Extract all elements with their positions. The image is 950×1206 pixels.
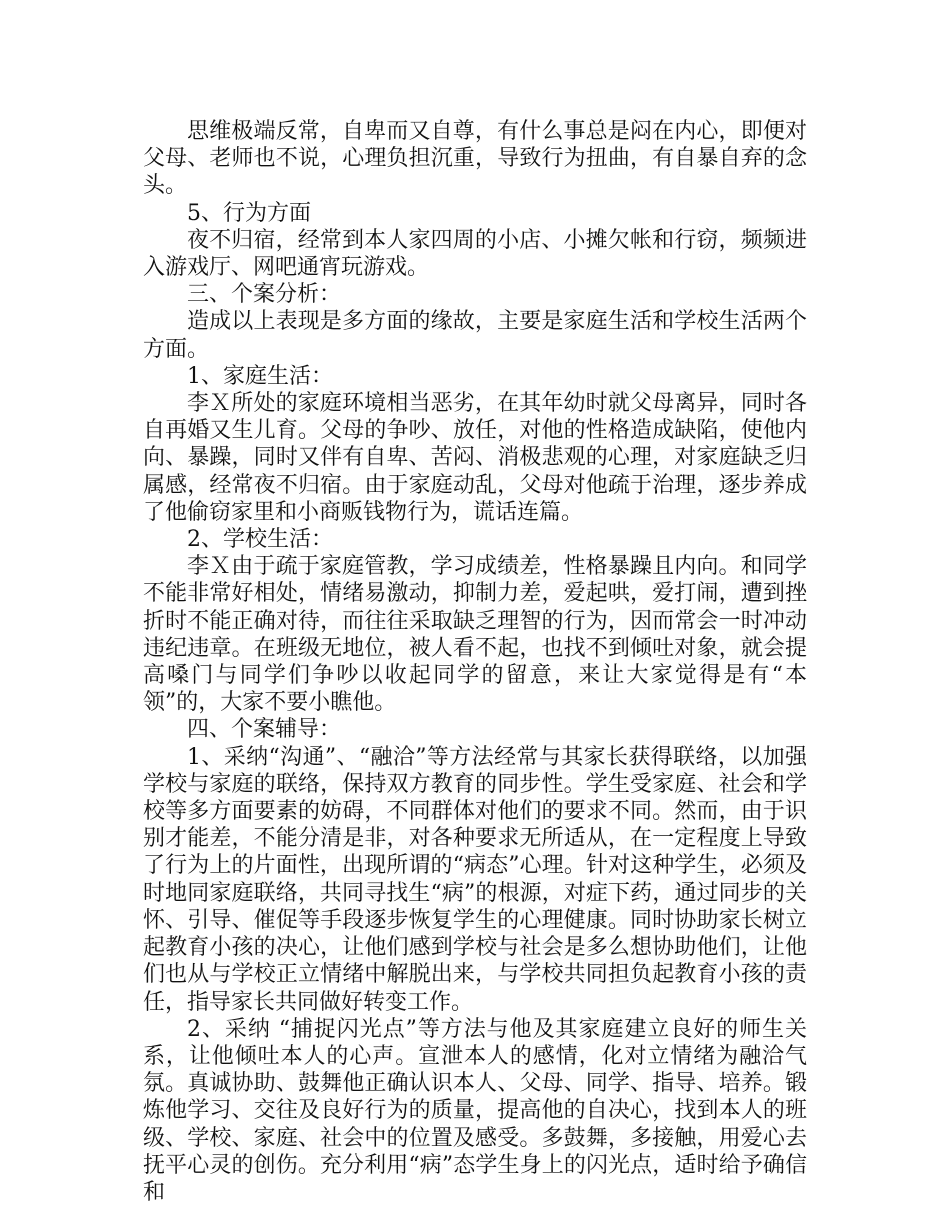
- paragraph-behavior: 夜不归宿，经常到本人家四周的小店、小摊欠帐和行窃，频频进入游戏厅、网吧通宵玩游戏。: [143, 227, 807, 281]
- heading-school-life: 2、学校生活：: [187, 527, 333, 553]
- paragraph-school-life: 李Ｘ由于疏于家庭管教，学习成绩差，性格暴躁且内向。和同学不能非常好相处，情绪易激动，抑制力差，爱起哄，爱打闹，遭到挫折时不能正确对待，而往往采取缺乏理智的行为，因而常会一时冲动违纪违章。在班级无地位，被人看不起，也找不到倾吐对象，就会提高嗓门与同学们争吵以收起同学的留意，来让大家觉得是有“本领”的，大家不要小瞧他。: [143, 554, 807, 716]
- paragraph-thinking: 思维极端反常，自卑而又自尊，有什么事总是闷在内心，即便对父母、老师也不说，心理负担沉重，导致行为扭曲，有自暴自弃的念头。: [143, 119, 807, 199]
- paragraph-guidance-2: 2、采纳 “捕捉闪光点”等方法与他及其家庭建立良好的师生关系，让他倾吐本人的心声。宣泄本人的感情，化对立情绪为融洽气氛。真诚协助、鼓舞他正确认识本人、父母、同学、指导、培养。锻炼他学习、交往及良好行为的质量，提高他的自决心，找到本人的班级、学校、家庭、社会中的位置及感受。多鼓舞，多接触，用爱心去抚平心灵的创伤。充分利用“病”态学生身上的闪光点，适时给予确信和: [143, 1016, 807, 1205]
- heading-family-life: 1、家庭生活：: [187, 363, 333, 389]
- heading-case-analysis: 三、个案分析：: [187, 282, 342, 308]
- paragraph-analysis-intro: 造成以上表现是多方面的缘故，主要是家庭生活和学校生活两个方面。: [143, 309, 807, 362]
- paragraph-guidance-1: 1、采纳“沟通”、“融洽”等方法经常与其家长获得联络，以加强学校与家庭的联络，保持双方教育的同步性。学生受家庭、社会和学校等多方面要素的妨碍，不同群体对他们的要求不同。然而，由于识别才能差，不能分清是非，对各种要求无所适从，在一定程度上导致了行为上的片面性，出现所谓的“病态”心理。针对这种学生，必须及时地同家庭联络，共同寻找生“病”的根源，对症下药，通过同步的关怀、引导、催促等手段逐步恢复学生的心理健康。同时协助家长树立起教育小孩的决心，让他们感到学校与社会是多么想协助他们，让他们也从与学校正立情绪中解脱出来，与学校共同担负起教育小孩的责任，指导家长共同做好转变工作。: [143, 744, 807, 1015]
- heading-case-guidance: 四、个案辅导：: [187, 717, 342, 743]
- document-body: [143, 118, 807, 1206]
- heading-behavior: 5、行为方面: [187, 200, 311, 226]
- paragraph-family-life: 李Ｘ所处的家庭环境相当恶劣，在其年幼时就父母离异，同时各自再婚又生儿育。父母的争吵、放任，对他的性格造成缺陷，使他内向、暴躁，同时又伴有自卑、苦闷、消极悲观的心理，对家庭缺乏归属感，经常夜不归宿。由于家庭动乱，父母对他疏于治理，逐步养成了他偷窃家里和小商贩钱物行为，谎话连篇。: [143, 391, 807, 525]
